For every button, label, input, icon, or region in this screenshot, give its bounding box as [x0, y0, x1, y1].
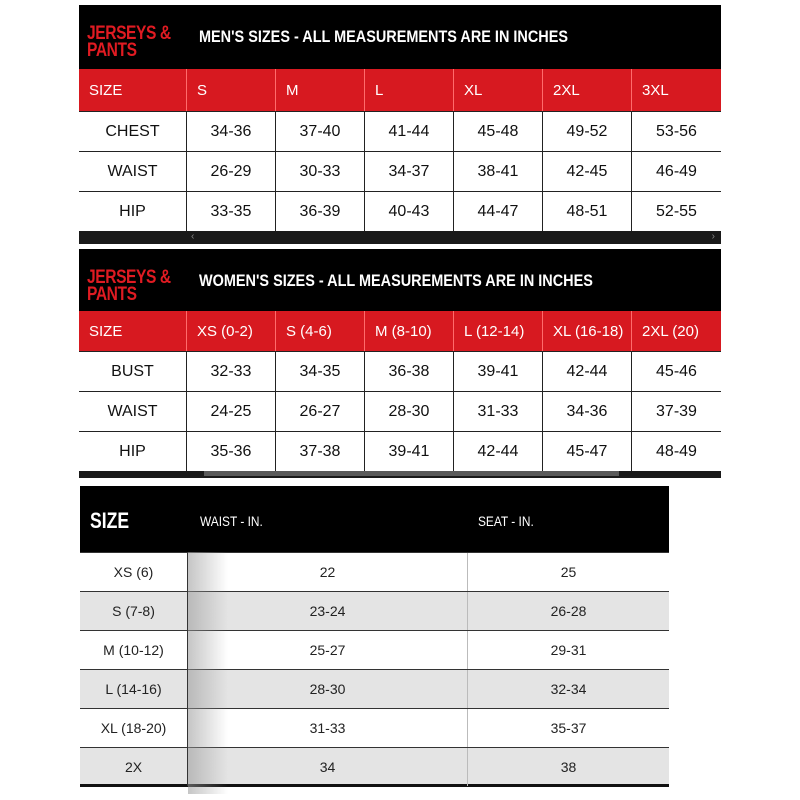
- table-row: [79, 111, 721, 151]
- table-cell: 24-25: [186, 391, 275, 431]
- row-label-waist: WAIST: [79, 151, 186, 191]
- table-cell: 49-52: [542, 111, 631, 151]
- seat-value: 35-37: [550, 720, 587, 736]
- table-cell: 41-44: [364, 111, 453, 151]
- seat-heading: SEAT - IN.: [478, 513, 534, 529]
- table-cell: 38-41: [453, 151, 542, 191]
- row-label-hip: HIP: [79, 191, 186, 231]
- womens-horizontal-scrollbar[interactable]: [79, 471, 721, 478]
- seat-value: 26-28: [550, 603, 587, 619]
- table-cell: 35-36: [186, 431, 275, 471]
- row-size-label: 2X: [80, 748, 188, 786]
- youth-size-chart: [80, 486, 669, 794]
- table-row: [80, 591, 669, 630]
- mens-chart-title: MEN'S SIZES - ALL MEASUREMENTS ARE IN INCHES: [199, 27, 569, 46]
- header-cell-s: S (4-6): [275, 311, 364, 351]
- scroll-left-arrow-icon[interactable]: ‹: [191, 231, 195, 242]
- row-label-bust: BUST: [79, 351, 186, 391]
- mens-horizontal-scrollbar[interactable]: [79, 231, 721, 244]
- row-label-waist: WAIST: [79, 391, 186, 431]
- waist-value: 28-30: [188, 670, 468, 708]
- table-cell: 45-48: [453, 111, 542, 151]
- table-cell: 34-36: [542, 391, 631, 431]
- table-row: [79, 351, 721, 391]
- table-cell: 53-56: [631, 111, 721, 151]
- table-row: [79, 431, 721, 471]
- header-cell-2xl: 2XL: [542, 69, 631, 111]
- table-cell: 36-39: [275, 191, 364, 231]
- table-row: [79, 151, 721, 191]
- header-cell-m: M (8-10): [364, 311, 453, 351]
- table-cell: 34-36: [186, 111, 275, 151]
- waist-value: 23-24: [188, 592, 468, 630]
- mens-brand-logo: [87, 25, 171, 59]
- size-heading: SIZE: [90, 508, 130, 533]
- table-cell: 26-29: [186, 151, 275, 191]
- table-cell: 36-38: [364, 351, 453, 391]
- table-row: [80, 552, 669, 591]
- table-cell: 42-45: [542, 151, 631, 191]
- brand-line-2: PANTS: [87, 40, 137, 61]
- scroll-right-arrow-icon[interactable]: ›: [711, 231, 715, 242]
- table-cell: 26-27: [275, 391, 364, 431]
- header-cell-l: L (12-14): [453, 311, 542, 351]
- womens-brand-logo: [87, 269, 171, 303]
- seat-value: 32-34: [550, 681, 587, 697]
- mens-chart-header: [79, 5, 721, 69]
- row-label-hip: HIP: [79, 431, 186, 471]
- row-size-label: XL (18-20): [80, 709, 188, 747]
- mens-size-chart: [79, 5, 721, 244]
- seat-value: 25: [560, 564, 577, 580]
- row-size-label: XS (6): [80, 553, 188, 591]
- table-cell: 31-33: [453, 391, 542, 431]
- brand-line-2: PANTS: [87, 284, 137, 305]
- header-cell-2xl: 2XL (20): [631, 311, 721, 351]
- table-cell: 28-30: [364, 391, 453, 431]
- table-cell: 42-44: [453, 431, 542, 471]
- seat-value: 38: [560, 759, 577, 775]
- table-cell: 39-41: [364, 431, 453, 471]
- table-cell: 48-49: [631, 431, 721, 471]
- table-cell: 37-39: [631, 391, 721, 431]
- womens-size-chart: [79, 249, 721, 478]
- table-row: [80, 630, 669, 669]
- seat-value: 29-31: [550, 642, 587, 658]
- waist-value: 34: [188, 748, 468, 786]
- row-label-chest: CHEST: [79, 111, 186, 151]
- brand-line-1: JERSEYS &: [87, 267, 171, 288]
- table-cell: 39-41: [453, 351, 542, 391]
- table-cell: 45-47: [542, 431, 631, 471]
- womens-header-row: [79, 311, 721, 351]
- header-cell-size: SIZE: [89, 81, 123, 99]
- womens-chart-header: [79, 249, 721, 311]
- table-cell: 46-49: [631, 151, 721, 191]
- youth-chart-header: [80, 486, 669, 552]
- table-cell: 32-33: [186, 351, 275, 391]
- table-cell: 45-46: [631, 351, 721, 391]
- header-cell-size: SIZE: [89, 322, 123, 340]
- waist-value: 25-27: [188, 631, 468, 669]
- table-cell: 34-37: [364, 151, 453, 191]
- table-row: [79, 391, 721, 431]
- brand-line-1: JERSEYS &: [87, 23, 171, 44]
- table-cell: 44-47: [453, 191, 542, 231]
- row-size-label: L (14-16): [80, 670, 188, 708]
- header-cell-3xl: 3XL: [631, 69, 721, 111]
- table-cell: 33-35: [186, 191, 275, 231]
- table-cell: 42-44: [542, 351, 631, 391]
- header-cell-l: L: [364, 69, 453, 111]
- header-cell-xl: XL (16-18): [542, 311, 631, 351]
- table-row: [80, 669, 669, 708]
- womens-chart-title: WOMEN'S SIZES - ALL MEASUREMENTS ARE IN INCHES: [199, 271, 593, 290]
- header-cell-m: M: [275, 69, 364, 111]
- table-cell: 48-51: [542, 191, 631, 231]
- table-cell: 37-38: [275, 431, 364, 471]
- row-size-label: S (7-8): [80, 592, 188, 630]
- table-cell: 34-35: [275, 351, 364, 391]
- table-cell: 30-33: [275, 151, 364, 191]
- row-size-label: M (10-12): [80, 631, 188, 669]
- scrollbar-thumb[interactable]: [204, 471, 619, 476]
- header-cell-xl: XL: [453, 69, 542, 111]
- table-cell: 37-40: [275, 111, 364, 151]
- table-cell: 52-55: [631, 191, 721, 231]
- header-cell-xs: XS (0-2): [186, 311, 275, 351]
- table-row: [80, 747, 669, 787]
- waist-value: 22: [188, 553, 468, 591]
- header-cell-s: S: [186, 69, 275, 111]
- table-cell: 40-43: [364, 191, 453, 231]
- waist-value: 31-33: [188, 709, 468, 747]
- mens-header-row: [79, 69, 721, 111]
- table-row: [79, 191, 721, 231]
- waist-heading: WAIST - IN.: [200, 513, 263, 529]
- table-row: [80, 708, 669, 747]
